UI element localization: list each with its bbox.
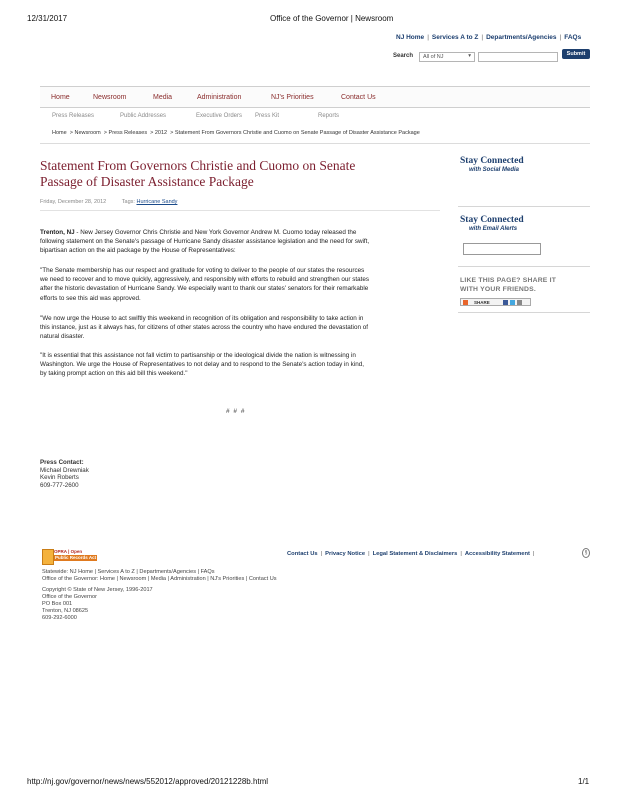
footer-privacy[interactable]: Privacy Notice: [325, 551, 366, 557]
footer-address: Copyright © State of New Jersey, 1996-2017 Office of the Governor PO Box 001 Trenton, NJ 08625 609-292-6000: [42, 587, 153, 621]
divider: [458, 206, 590, 207]
share-plus-icon: [463, 300, 468, 305]
util-faqs[interactable]: FAQs: [564, 34, 582, 41]
search-submit-button[interactable]: Submit: [562, 49, 590, 59]
nav-media[interactable]: Media: [153, 94, 173, 101]
share-button[interactable]: SHARE: [460, 298, 531, 306]
page-title: Statement From Governors Christie and Cuomo on Senate Passage of Disaster Assistance Package: [40, 158, 356, 189]
subnav-reports[interactable]: Reports: [318, 113, 340, 119]
subnav-executive-orders[interactable]: Executive Orders: [196, 113, 243, 119]
tag-link[interactable]: Hurricane Sandy: [136, 199, 178, 205]
subnav-public-addresses[interactable]: Public Addresses: [120, 113, 167, 119]
footer-contact[interactable]: Contact Us: [287, 551, 318, 557]
share-prompt: LIKE THIS PAGE? SHARE IT WITH YOUR FRIENDS.: [460, 277, 557, 293]
nav-home[interactable]: Home: [51, 94, 70, 101]
utility-nav: NJ Home | Services A to Z | Departments/Agencies | FAQs: [396, 34, 582, 41]
email-icon: [517, 300, 522, 305]
search-input[interactable]: [478, 52, 558, 62]
article-date: Friday, December 28, 2012: [40, 199, 107, 205]
footer-links: Contact Us | Privacy Notice | Legal Statement & Disclaimers | Accessibility Statement |: [287, 551, 535, 557]
opra-logo[interactable]: OPRA | Open Public Records Act: [54, 549, 97, 560]
util-departments[interactable]: Departments/Agencies: [486, 34, 557, 41]
social-subtitle[interactable]: with Social Media: [469, 167, 520, 173]
paragraph-4: "It is essential that this assistance not fall victim to partisanship or the ideological divide the nation is witnessing in Washington. We urge the House of Representatives to not delay and to respond to the Senate's action today in kind, by taking prompt action on this aid bill this weekend.": [40, 352, 364, 378]
search-scope-select[interactable]: All of NJ ▾: [419, 52, 475, 62]
print-url: http://nj.gov/governor/news/news/552012/approved/20121228b.html: [27, 777, 269, 786]
divider: [458, 312, 590, 313]
breadcrumb[interactable]: Home > Newsroom > Press Releases > 2012 > Statement From Governors Christie and Cuomo on Senate Passage of Disaster Assistance Package: [52, 130, 420, 136]
nav-administration[interactable]: Administration: [197, 94, 242, 101]
print-page-number: 1/1: [578, 777, 590, 786]
divider: [458, 266, 590, 267]
paragraph-1: Trenton, NJ - New Jersey Governor Chris Christie and New York Governor Andrew M. Cuomo today released the following statement on the Senate's passage of Hurricane Sandy disaster assistance legislation and the need for swift, bipartisan action on the aid package by the House of Representatives:: [40, 229, 370, 255]
press-contact: Press Contact: Michael Drewniak Kevin Roberts 609-777-2600: [40, 459, 89, 490]
sub-nav: [40, 110, 590, 124]
search-label: Search: [393, 53, 414, 59]
email-input[interactable]: [463, 243, 541, 255]
footer-accessibility[interactable]: Accessibility Statement: [464, 551, 530, 557]
footer-legal[interactable]: Legal Statement & Disclaimers: [372, 551, 458, 557]
nav-priorities[interactable]: NJ's Priorities: [271, 94, 314, 101]
util-services[interactable]: Services A to Z: [431, 34, 479, 41]
twitter-icon: [510, 300, 515, 305]
paragraph-3: "We now urge the House to act swiftly this weekend in recognition of its obligation and responsibility to take action in this instance, just as it always has, for citizens of other states across the country who have endured the devastation of natural disaster.: [40, 315, 368, 341]
end-mark: # # #: [226, 408, 246, 415]
print-date: 12/31/2017: [27, 14, 68, 23]
email-subtitle[interactable]: with Email Alerts: [469, 226, 518, 232]
facebook-icon: [503, 300, 508, 305]
footer-statewide: Statewide: NJ Home | Services A to Z | Departments/Agencies | FAQs Office of the Governor: Home | Newsroom | Media | Administration | NJ's Priorities | Contact Us: [42, 569, 277, 582]
paragraph-2: "The Senate membership has our respect and gratitude for voting to deliver to the people of our states the resources we need to recover and to move quickly, aggressively, and responsibly with efforts to rebuild and strengthen our states after the historic devastation of Hurricane Sandy. We especially want to thank our states' senators for their remarkable efforts to see this aid was approved.: [40, 267, 370, 302]
opra-logo-icon: [42, 549, 54, 565]
chevron-down-icon: ▾: [468, 53, 471, 59]
divider: [40, 210, 440, 211]
social-title: Stay Connected: [460, 156, 524, 166]
print-title: Office of the Governor | Newsroom: [270, 14, 394, 23]
seal-icon: §: [582, 548, 590, 558]
divider: [40, 143, 590, 144]
subnav-press-releases[interactable]: Press Releases: [52, 113, 95, 119]
nav-newsroom[interactable]: Newsroom: [93, 94, 127, 101]
article-meta: Friday, December 28, 2012 Tags: Hurricane Sandy: [40, 199, 178, 205]
nav-contact[interactable]: Contact Us: [341, 94, 376, 101]
main-nav: [40, 86, 590, 108]
util-nj-home[interactable]: NJ Home: [396, 34, 425, 41]
subnav-press-kit[interactable]: Press Kit: [255, 113, 280, 119]
email-title: Stay Connected: [460, 215, 524, 225]
